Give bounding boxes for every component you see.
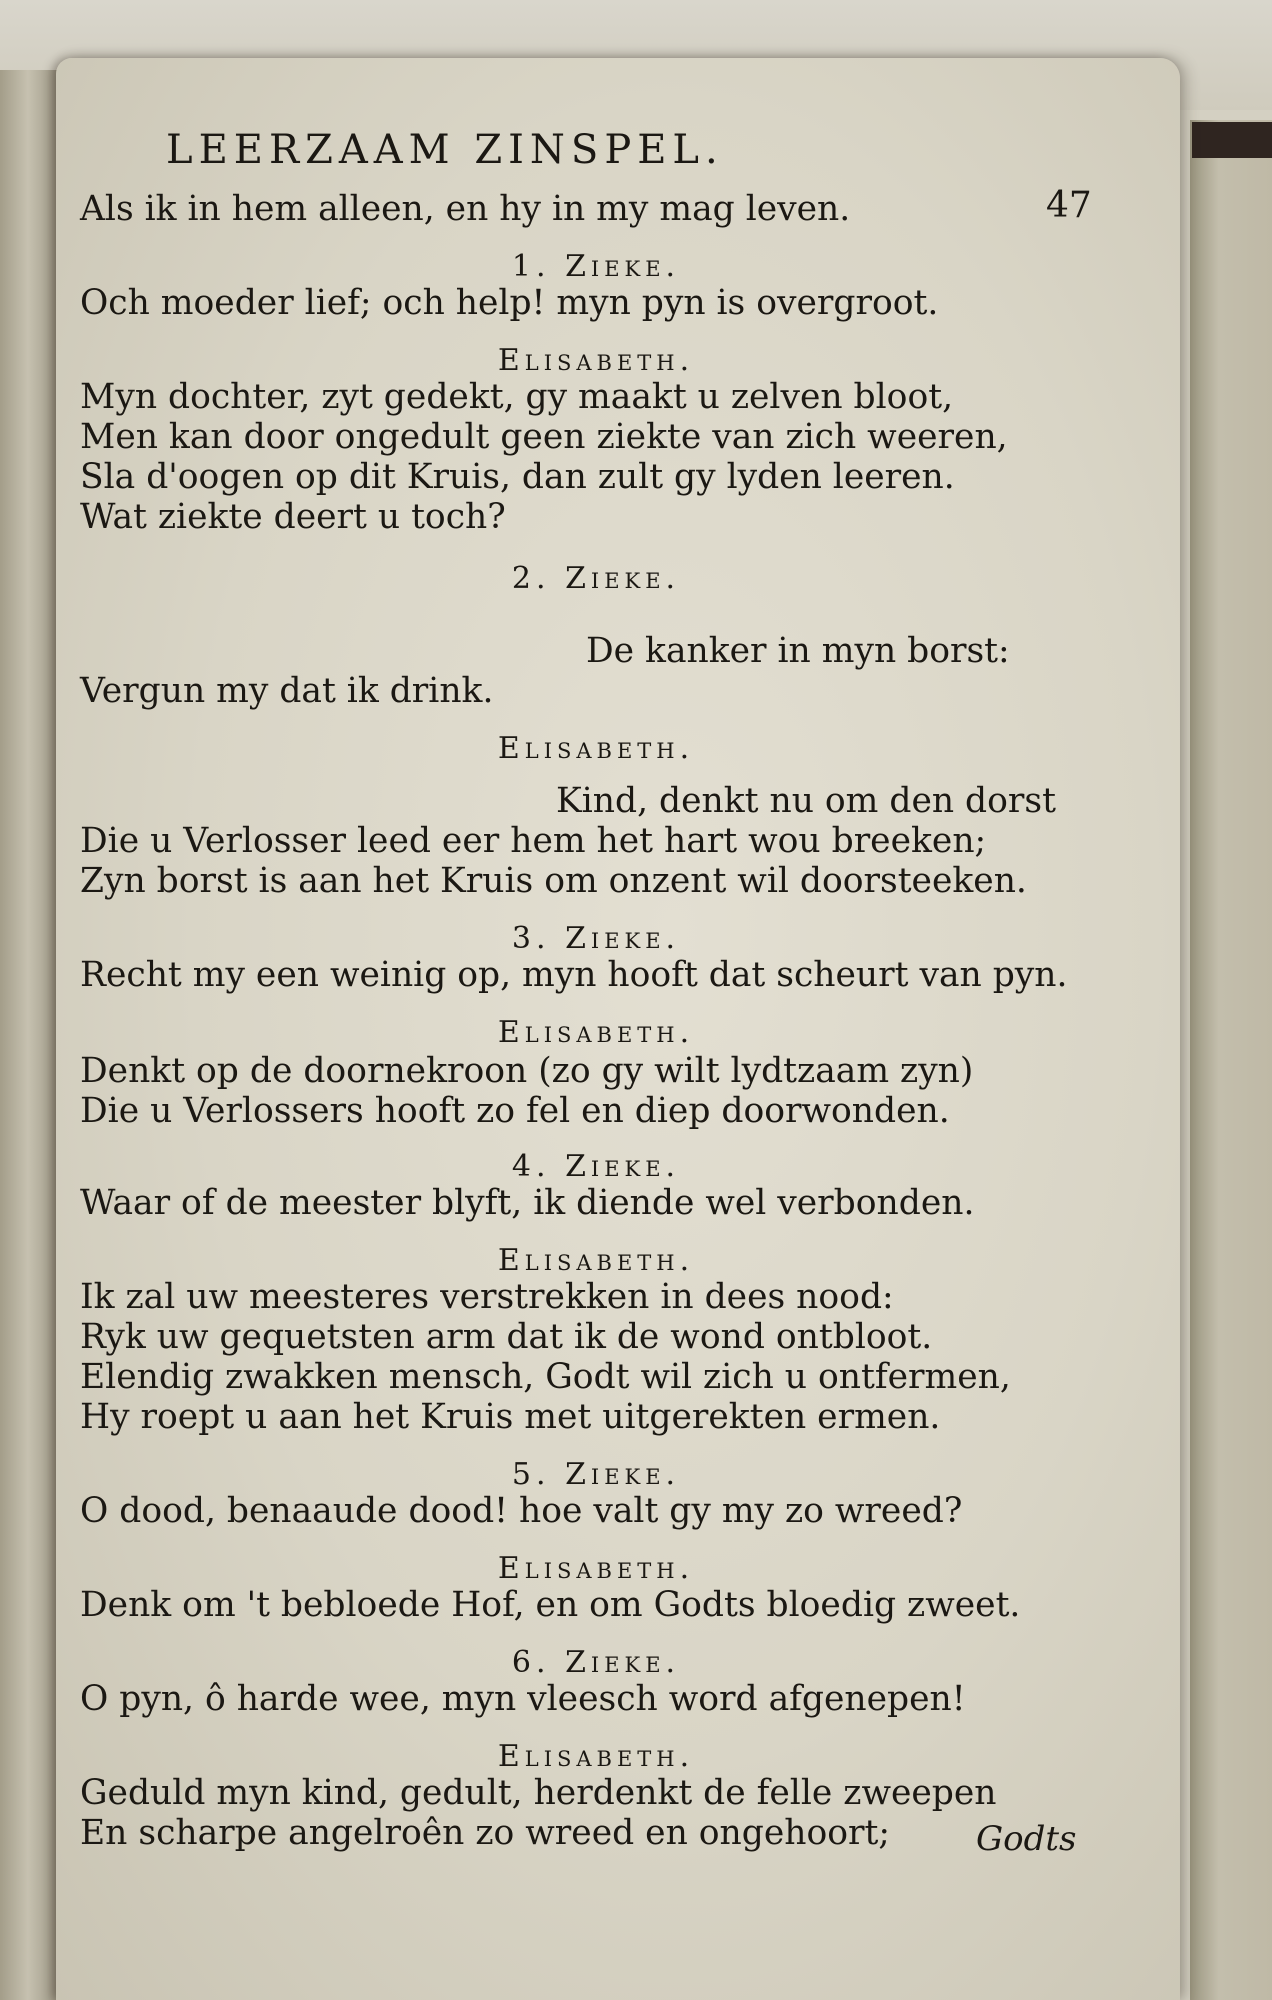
speaker-heading: Elisabeth.	[497, 1243, 695, 1278]
verse-line: Als ik in hem alleen, en hy in my mag leven.	[80, 189, 851, 229]
verse-line: Vergun my dat ik drink.	[80, 671, 494, 711]
verse-line: Denkt op de doornekroon (zo gy wilt lydtzaam zyn)	[80, 1051, 974, 1091]
verse-line: Waar of de meester blyft, ik diende wel verbonden.	[80, 1183, 975, 1223]
verse-line: Ik zal uw meesteres verstrekken in dees nood:	[80, 1277, 894, 1317]
speaker-heading: 4. Zieke.	[511, 1149, 681, 1184]
verse-line: De kanker in myn borst:	[586, 631, 1010, 671]
verse-line: Men kan door ongedult geen ziekte van zich weeren,	[80, 417, 1008, 457]
book-page	[56, 58, 1180, 2000]
speaker-heading: 6. Zieke.	[511, 1645, 681, 1680]
speaker-heading: Elisabeth.	[497, 1015, 695, 1050]
catchword: Godts	[976, 1819, 1077, 1859]
speaker-heading: Elisabeth.	[497, 1739, 695, 1774]
book-binding-edge	[1190, 120, 1272, 2000]
speaker-heading: Elisabeth.	[497, 343, 695, 378]
verse-line: Kind, denkt nu om den dorst	[556, 781, 1056, 821]
book-cover-strip	[1192, 122, 1272, 158]
page-number: 47	[1046, 185, 1092, 226]
verse-line: Recht my een weinig op, myn hooft dat scheurt van pyn.	[80, 955, 1068, 995]
speaker-heading: 5. Zieke.	[511, 1457, 681, 1492]
verse-line: O pyn, ô harde wee, myn vleesch word afgenepen!	[80, 1679, 966, 1719]
speaker-heading: Elisabeth.	[497, 1551, 695, 1586]
speaker-heading: 2. Zieke.	[511, 561, 681, 596]
running-title: LEERZAAM ZINSPEL.	[166, 127, 724, 173]
verse-line: Elendig zwakken mensch, Godt wil zich u ontfermen,	[80, 1357, 1011, 1397]
verse-line: Myn dochter, zyt gedekt, gy maakt u zelven bloot,	[80, 377, 954, 417]
verse-line: O dood, benaaude dood! hoe valt gy my zo wreed?	[80, 1491, 963, 1531]
verse-line: Geduld myn kind, gedult, herdenkt de felle zweepen	[80, 1773, 997, 1813]
verse-line: En scharpe angelroên zo wreed en ongehoort;	[80, 1813, 890, 1853]
speaker-heading: 3. Zieke.	[511, 921, 681, 956]
verse-line: Die u Verlossers hooft zo fel en diep doorwonden.	[80, 1091, 950, 1131]
verse-line: Wat ziekte deert u toch?	[80, 497, 506, 537]
speaker-heading: Elisabeth.	[497, 731, 695, 766]
verse-line: Ryk uw gequetsten arm dat ik de wond ontbloot.	[80, 1317, 933, 1357]
verse-line: Hy roept u aan het Kruis met uitgerekten ermen.	[80, 1397, 941, 1437]
verse-line: Sla d'oogen op dit Kruis, dan zult gy lyden leeren.	[80, 457, 955, 497]
verse-line: Zyn borst is aan het Kruis om onzent wil doorsteeken.	[80, 861, 1027, 901]
verse-line: Denk om 't bebloede Hof, en om Godts bloedig zweet.	[80, 1585, 1021, 1625]
speaker-heading: 1. Zieke.	[511, 249, 681, 284]
verse-line: Die u Verlosser leed eer hem het hart wou breeken;	[80, 821, 987, 861]
verse-line: Och moeder lief; och help! myn pyn is overgroot.	[80, 283, 939, 323]
